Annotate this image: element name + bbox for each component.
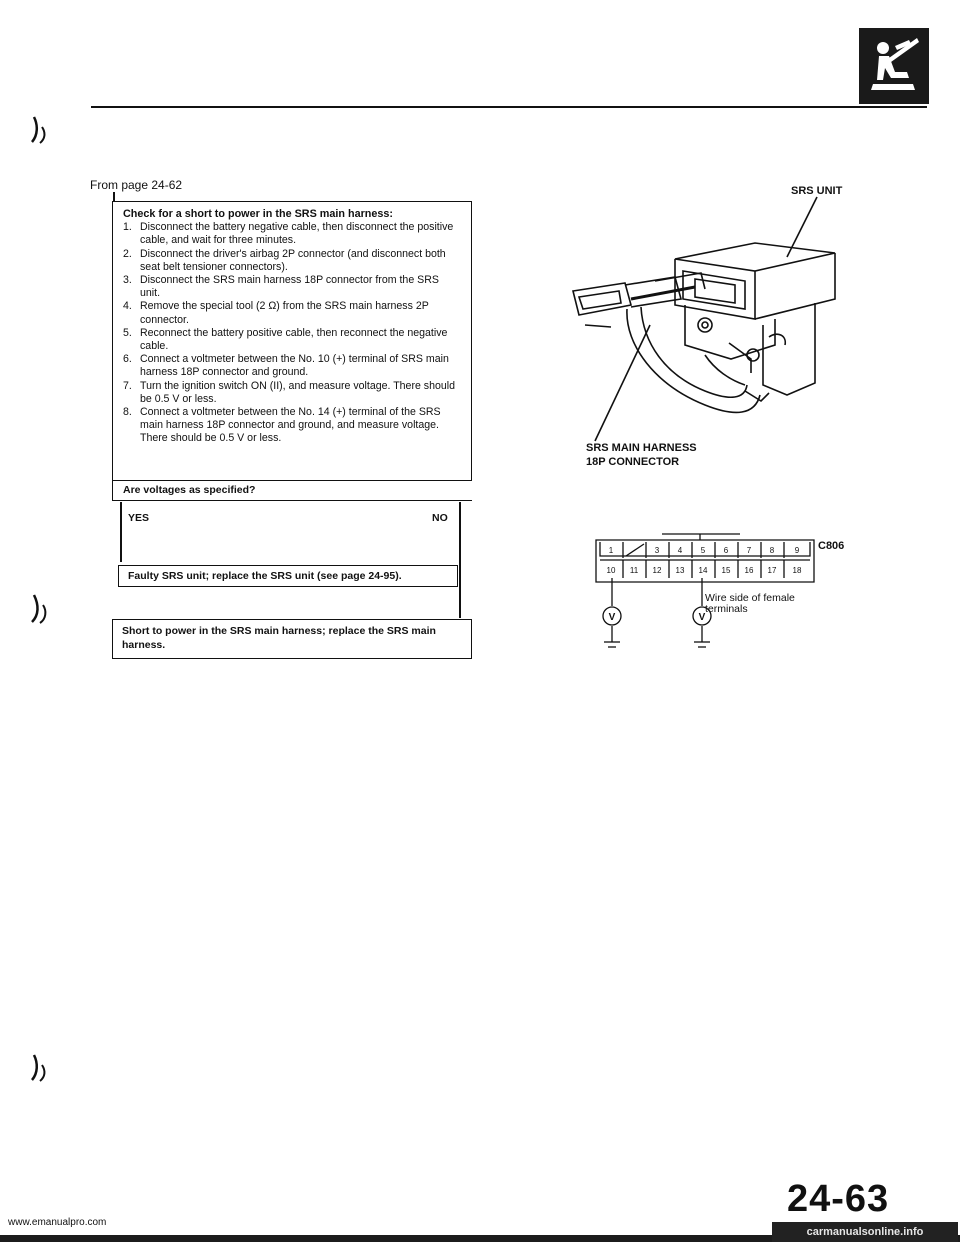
step-text: Disconnect the driver's airbag 2P connector (and disconnect both seat belt tensioner connectors). bbox=[140, 247, 446, 273]
pin-label-15: 15 bbox=[721, 566, 731, 575]
connector-id: C806 bbox=[818, 540, 845, 552]
step-number: 8. bbox=[123, 406, 132, 419]
procedure-step bbox=[123, 406, 461, 446]
pin-label-12: 12 bbox=[652, 566, 662, 575]
yes-label: YES bbox=[128, 512, 150, 524]
yes-branch-line bbox=[120, 502, 122, 562]
decision-question: Are voltages as specified? bbox=[112, 481, 472, 501]
step-number: 2. bbox=[123, 247, 132, 260]
step-text: Remove the special tool (2 Ω) from the SRS main harness 2P connector. bbox=[140, 300, 429, 326]
pin-label-3: 3 bbox=[654, 546, 660, 555]
step-text: Connect a voltmeter between the No. 10 (+) terminal of SRS main harness 18P connector and ground. bbox=[140, 353, 449, 379]
step-text: Disconnect the battery negative cable, then disconnect the positive cable, and wait for three minutes. bbox=[140, 221, 454, 247]
step-number: 3. bbox=[123, 274, 132, 287]
from-page-reference: From page 24-62 bbox=[90, 178, 183, 192]
check-procedure-box bbox=[112, 201, 472, 481]
pin-label-13: 13 bbox=[675, 566, 685, 575]
margin-mark-middle bbox=[28, 593, 52, 625]
procedure-step bbox=[123, 380, 461, 406]
wire-side-line2: terminals bbox=[705, 603, 748, 615]
pin-label-11: 11 bbox=[629, 566, 639, 575]
procedure-step bbox=[123, 353, 461, 379]
voltmeter-icon: V bbox=[698, 612, 706, 623]
pin-label-16: 16 bbox=[744, 566, 754, 575]
no-label: NO bbox=[432, 512, 448, 524]
harness-connector-label bbox=[586, 441, 697, 469]
no-branch-line bbox=[459, 502, 461, 618]
procedure-step bbox=[123, 327, 461, 353]
procedure-step bbox=[123, 300, 461, 326]
check-procedure-title: Check for a short to power in the SRS main harness: bbox=[123, 208, 393, 220]
step-number: 5. bbox=[123, 326, 132, 339]
voltmeter-icon: V bbox=[608, 612, 616, 623]
step-text: Disconnect the SRS main harness 18P connector from the SRS unit. bbox=[140, 274, 439, 300]
footer-url[interactable]: www.emanualpro.com bbox=[8, 1217, 107, 1228]
margin-mark-bottom bbox=[28, 1053, 52, 1083]
harness-label-line1: SRS MAIN HARNESS bbox=[586, 442, 697, 454]
header-rule bbox=[91, 106, 927, 108]
procedure-step bbox=[123, 248, 461, 274]
result-no-box: Short to power in the SRS main harness; replace the SRS main harness. bbox=[112, 619, 472, 659]
step-text: Turn the ignition switch ON (II), and measure voltage. There should be 0.5 V or less. bbox=[140, 379, 456, 405]
pin-label-5: 5 bbox=[700, 546, 706, 555]
pin-label-10: 10 bbox=[606, 566, 616, 575]
page-number: 24-63 bbox=[787, 1178, 890, 1220]
pin-label-14: 14 bbox=[698, 566, 708, 575]
seat-occupant-airbag-icon bbox=[859, 28, 929, 104]
pin-label-1: 1 bbox=[608, 546, 614, 555]
pin-label-18: 18 bbox=[792, 566, 802, 575]
pin-label-9: 9 bbox=[794, 546, 800, 555]
pin-label-4: 4 bbox=[677, 546, 683, 555]
procedure-step bbox=[123, 274, 461, 300]
step-number: 7. bbox=[123, 379, 132, 392]
pin-label-8: 8 bbox=[769, 546, 775, 555]
step-number: 4. bbox=[123, 300, 132, 313]
procedure-step bbox=[123, 221, 461, 247]
procedure-steps bbox=[123, 221, 461, 445]
harness-label-line2: 18P CONNECTOR bbox=[586, 456, 680, 468]
pin-label-7: 7 bbox=[746, 546, 752, 555]
srs-unit-illustration bbox=[555, 195, 855, 445]
step-number: 1. bbox=[123, 221, 132, 234]
pin-label-17: 17 bbox=[767, 566, 777, 575]
step-text: Reconnect the battery positive cable, then reconnect the negative cable. bbox=[140, 326, 448, 353]
margin-mark-top bbox=[28, 115, 52, 145]
result-yes-box: Faulty SRS unit; replace the SRS unit (see page 24-95). bbox=[118, 565, 458, 587]
srs-unit-label: SRS UNIT bbox=[791, 185, 843, 197]
step-text: Connect a voltmeter between the No. 14 (+) terminal of the SRS main harness 18P connector and ground, and measure voltage. There should be 0.5 V or less. bbox=[140, 406, 441, 445]
wire-side-note bbox=[705, 593, 795, 615]
step-number: 6. bbox=[123, 353, 132, 366]
footer-logo[interactable]: carmanualsonline.info bbox=[772, 1222, 958, 1242]
pin-label-6: 6 bbox=[723, 546, 729, 555]
wire-side-line1: Wire side of female bbox=[705, 592, 795, 604]
